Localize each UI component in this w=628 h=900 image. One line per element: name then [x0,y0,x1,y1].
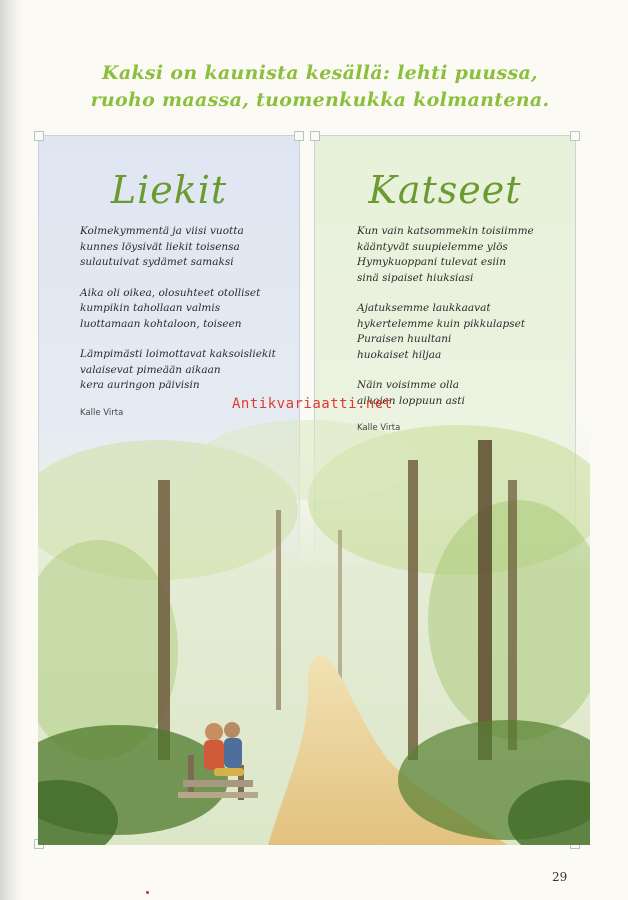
poem-line: kunnes löysivät liekit toisensa [80,240,240,253]
poem-line: Puraisen huultani [357,333,452,345]
panel-corner-ornament [570,131,580,141]
poem-line: Kolmekymmentä ja viisi vuotta [80,225,244,237]
page-gutter-shadow [0,0,22,900]
poem-line: Hymykuoppani tulevat esiin [357,256,506,268]
panel-corner-ornament [294,131,304,141]
watermark-text: Antikvariaatti.net [232,396,393,412]
poem-title-katseet: Katseet [368,168,522,212]
heading-line-1: Kaksi on kaunista kesällä: lehti puussa, [102,62,538,84]
poem-stanza [80,224,295,271]
page-heading [40,60,600,114]
page-number: 29 [552,870,568,884]
poem-line: aikojen loppuun asti [357,394,465,407]
poem-author: Kalle Virta [357,423,401,433]
poem-line: valaisevat pimeään aikaan [80,363,221,376]
poem-line: huokaiset hiljaa [357,348,442,361]
poem-stanza [357,301,567,363]
poem-line: Aika oli oikea, olosuhteet otolliset [80,286,261,299]
poem-line: Lämpimästi loimottavat kaksoisliekit [80,348,276,360]
poem-liekit [80,224,295,421]
panel-corner-ornament [310,131,320,141]
print-speck [146,891,149,894]
poem-line: Näin voisimme olla [357,379,460,391]
poem-line: kääntyvät suupielemme ylös [357,240,508,253]
poem-line: Kun vain katsommekin toisiimme [357,225,534,237]
poem-stanza [80,286,295,333]
poem-stanza [80,347,295,394]
poem-line: sulautuivat sydämet samaksi [80,256,234,268]
forest-path-illustration [38,420,590,845]
poem-line: hykertelemme kuin pikkulapset [357,317,526,330]
poem-line: Ajatuksemme laukkaavat [357,302,491,314]
poem-line: kumpikin tahollaan valmis [80,302,221,314]
poem-line: luottamaan kohtaloon, toiseen [80,317,242,330]
poem-line: kera auringon päivisin [80,379,200,391]
heading-line-2: ruoho maassa, tuomenkukka kolmantena. [90,89,550,111]
poem-stanza [357,224,567,286]
poem-author: Kalle Virta [80,407,124,418]
poem-title-liekit: Liekit [110,168,228,212]
poem-line: sinä sipaiset hiuksiasi [357,271,474,284]
panel-corner-ornament [34,131,44,141]
